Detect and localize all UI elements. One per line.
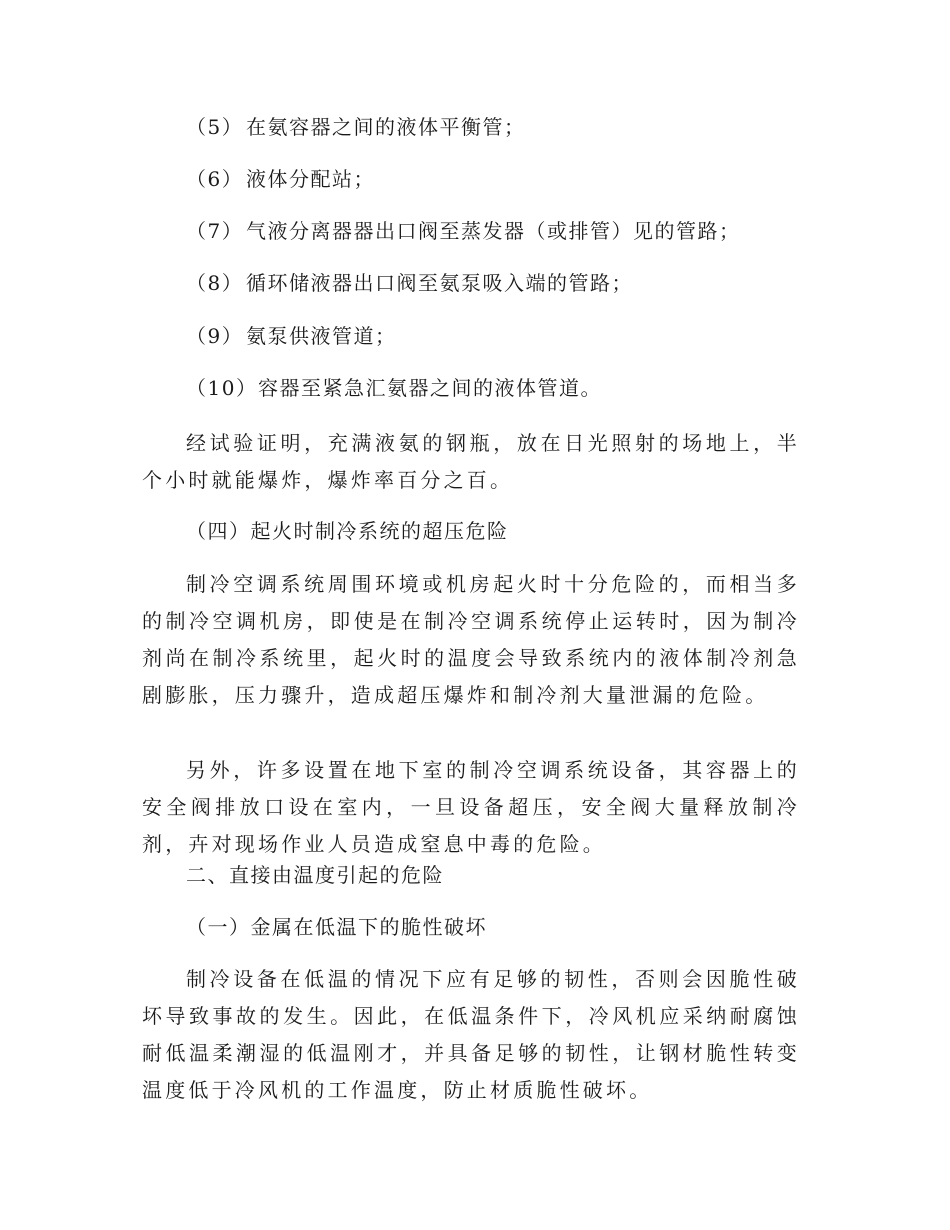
- paragraph-basement-equipment: 另外，许多设置在地下室的制冷空调系统设备，其容器上的安全阀排放口设在室内，一旦设备超压，安全阀大量释放制冷剂，卉对现场作业人员造成窒息中毒的危险。: [142, 758, 800, 856]
- list-number: （10）: [186, 376, 258, 400]
- list-text: 循环储液器出口阀至氨泵吸入端的管路；: [246, 271, 633, 295]
- section-heading-temperature-risk: 二、直接由温度引起的危险: [186, 863, 444, 887]
- list-text: 氨泵供液管道；: [246, 324, 397, 348]
- list-number: （6）: [186, 167, 244, 191]
- list-number: （5）: [186, 115, 244, 139]
- list-text: 在氨容器之间的液体平衡管；: [246, 115, 526, 139]
- list-text: 气液分离器器出口阀至蒸发器（或排管）见的管路；: [246, 219, 741, 243]
- list-item: [186, 113, 846, 141]
- section-heading-brittle-failure: （一）金属在低温下的脆性破坏: [186, 915, 487, 939]
- paragraph-low-temperature-toughness: 制冷设备在低温的情况下应有足够的韧性，否则会因脆性破坏导致事故的发生。因此，在低温条件下，冷风机应采纳耐腐蚀耐低温柔潮湿的低温刚才，并具备足够的韧性，让钢材脆性转变温度低于冷风机的工作温度，防止材质脆性破坏。: [142, 967, 800, 1102]
- list-number: （7）: [186, 219, 244, 243]
- list-number: （9）: [186, 324, 244, 348]
- list-text: 容器至紧急汇氨器之间的液体管道。: [258, 376, 602, 400]
- list-item: [186, 217, 846, 245]
- list-item: [186, 322, 846, 350]
- paragraph-fire-risk: 制冷空调系统周围环境或机房起火时十分危险的，而相当多的制冷空调机房，即使是在制冷空调系统停止运转时，因为制冷剂尚在制冷系统里，起火时的温度会导致系统内的液体制冷剂急剧膨胀，压力骤升，造成超压爆炸和制冷剂大量泄漏的危险。: [142, 572, 800, 707]
- list-item: [186, 374, 846, 402]
- section-heading-fire-overpressure: （四）起火时制冷系统的超压危险: [186, 519, 509, 543]
- list-item: [186, 269, 846, 297]
- list-text: 液体分配站；: [246, 167, 375, 191]
- list-item: [186, 165, 846, 193]
- list-number: （8）: [186, 271, 244, 295]
- paragraph-test-result: 经试验证明，充满液氨的钢瓶，放在日光照射的场地上，半个小时就能爆炸，爆炸率百分之百。: [142, 431, 800, 492]
